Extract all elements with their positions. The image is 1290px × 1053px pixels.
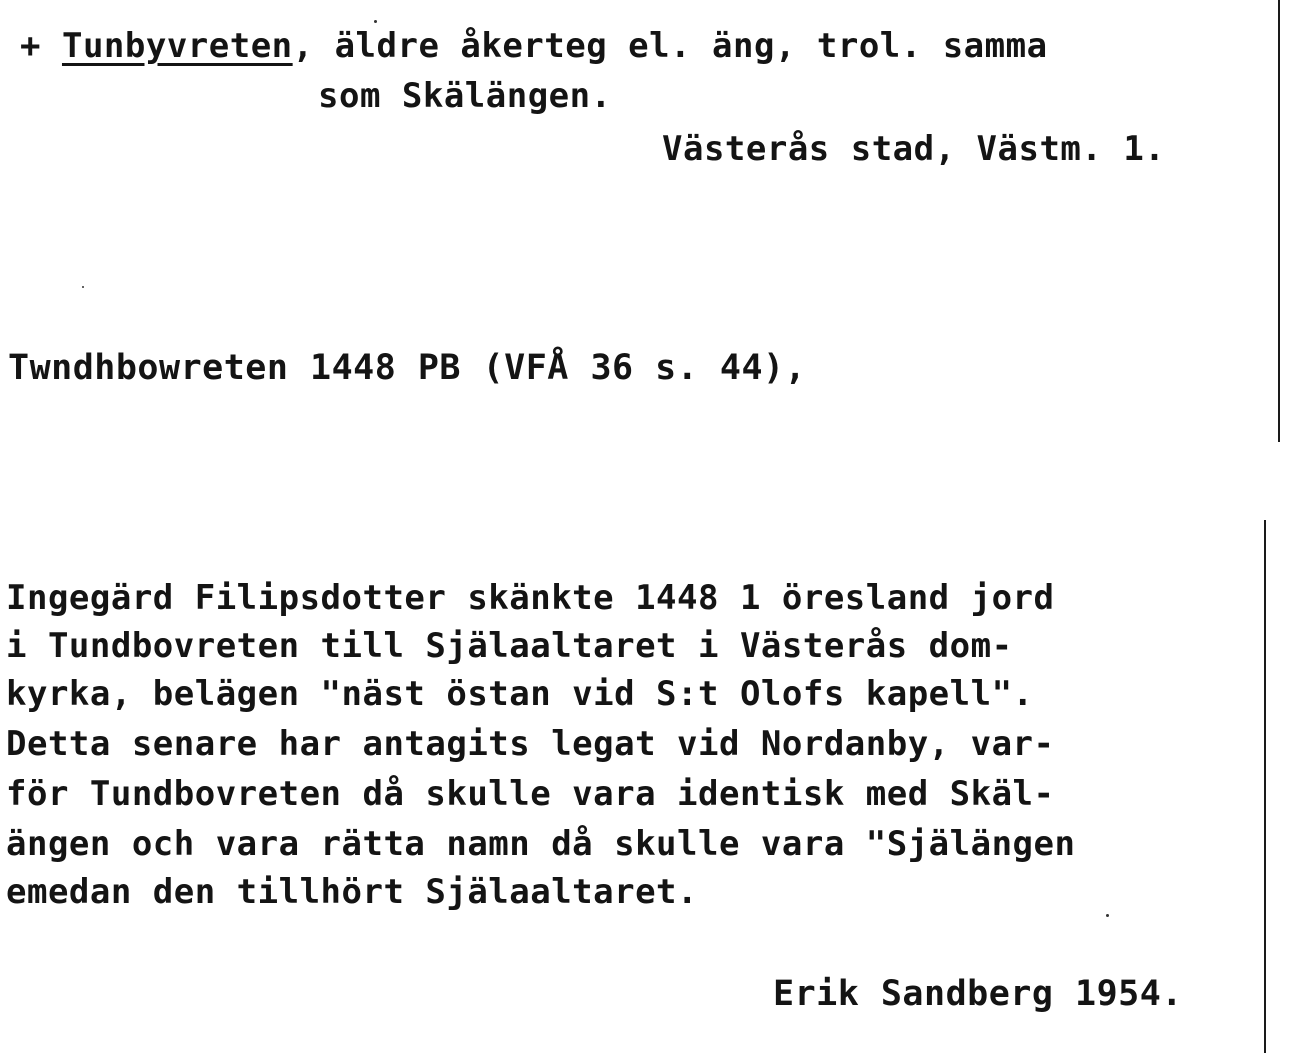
parish-location: Västerås stad, Västm. 1. — [662, 129, 1166, 169]
commentary-line: kyrka, belägen "näst östan vid S:t Olofs kapell". — [6, 674, 1034, 714]
commentary-line: Ingegärd Filipsdotter skänkte 1448 1 öresland jord — [6, 578, 1055, 618]
commentary-line: Detta senare har antagits legat vid Nordanby, var- — [6, 724, 1055, 764]
commentary-line: ängen och vara rätta namn då skulle vara "Själängen — [6, 824, 1076, 864]
attested-form: Twndhbowreten 1448 PB (VFÅ 36 s. 44), — [8, 348, 807, 388]
cross-mark: + — [20, 26, 41, 66]
commentary-line: för Tundbovreten då skulle vara identisk med Skäl- — [6, 774, 1055, 814]
author-signature: Erik Sandberg 1954. — [773, 974, 1183, 1014]
card-edge-line — [1264, 520, 1266, 1053]
headword: Tunbyvreten — [61, 26, 293, 66]
definition-text: , äldre åkerteg el. äng, trol. samma — [292, 26, 1048, 66]
paper-speck — [1106, 914, 1109, 917]
paper-speck — [374, 20, 377, 23]
card-edge-line — [1278, 0, 1280, 442]
commentary-line: i Tundbovreten till Själaaltaret i Västerås dom- — [6, 626, 1013, 666]
entry-heading — [20, 26, 1048, 66]
definition-continuation: som Skälängen. — [318, 76, 612, 116]
paper-speck — [82, 286, 84, 288]
commentary-line: emedan den tillhört Själaaltaret. — [6, 872, 699, 912]
